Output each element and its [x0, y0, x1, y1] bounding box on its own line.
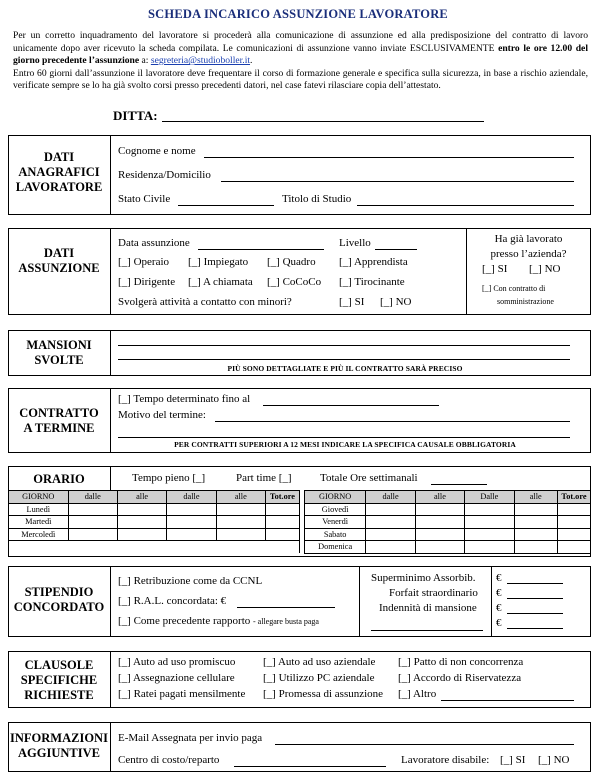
disabile-label: Lavoratore disabile:	[401, 754, 490, 766]
time-cell[interactable]	[366, 528, 415, 541]
header-cell: dalle	[68, 491, 117, 504]
table-row	[9, 516, 591, 529]
euro-sign: €	[496, 617, 502, 629]
orario-table	[8, 490, 591, 554]
time-cell[interactable]	[415, 503, 464, 516]
empty-cell	[216, 541, 265, 554]
gia-lavorato-label-2: presso l’azienda?	[490, 248, 567, 260]
header-cell: alle	[514, 491, 557, 504]
section-label-anagrafici	[8, 150, 110, 195]
allegare-note: - allegare busta paga	[253, 617, 319, 626]
time-cell[interactable]	[465, 528, 514, 541]
label-line: ASSUNZIONE	[18, 261, 100, 275]
label-line: LAVORATORE	[15, 180, 103, 194]
day-cell: Martedì	[9, 516, 69, 529]
altro-voce-field[interactable]	[371, 630, 483, 631]
tempo-determinato-field[interactable]	[263, 405, 439, 406]
email-link[interactable]: segreteria@studioboller.it	[150, 55, 251, 67]
checkbox-non-concorrenza[interactable]: [_] Patto di non concorrenza	[398, 656, 524, 668]
checkbox-auto-promiscuo[interactable]: [_] Auto ad uso promiscuo	[118, 656, 236, 668]
residenza-field[interactable]	[221, 181, 574, 182]
stato-civile-label: Stato Civile	[118, 193, 171, 205]
intro-p1-bold: entro le ore 12.00 del giorno precedente l’assunzione	[13, 42, 588, 67]
day-cell: Domenica	[304, 541, 366, 554]
checkbox-dirigente[interactable]: [_] Dirigente	[118, 276, 176, 288]
time-cell[interactable]	[514, 541, 557, 554]
day-cell: Sabato	[304, 528, 366, 541]
divider	[110, 722, 111, 772]
label-line: RICHIESTE	[24, 688, 94, 702]
checkbox-tempo-pieno[interactable]: Tempo pieno [_]	[132, 472, 206, 484]
ditta-field[interactable]	[162, 121, 484, 122]
checkbox-cococo[interactable]: [_] CoCoCo	[267, 276, 322, 288]
superminimo-field[interactable]	[507, 583, 563, 584]
euro-sign: €	[496, 602, 502, 614]
header-cell: alle	[117, 491, 166, 504]
section-label-contratto	[8, 406, 110, 436]
contatto-minori-label: Svolgerà attività a contatto con minori?	[118, 296, 292, 308]
livello-label: Livello	[339, 237, 371, 249]
section-label-assunzione	[8, 246, 110, 276]
residenza-label: Residenza/Domicilio	[118, 169, 211, 181]
time-cell[interactable]	[514, 516, 557, 529]
time-cell[interactable]	[216, 528, 265, 541]
indennita-field[interactable]	[507, 613, 563, 614]
intro-text	[13, 30, 588, 93]
time-cell[interactable]	[216, 516, 265, 529]
divider	[110, 466, 111, 490]
divider	[110, 566, 111, 637]
time-cell[interactable]	[415, 541, 464, 554]
label-line: DATI	[43, 246, 75, 260]
header-cell: GIORNO	[304, 491, 366, 504]
euro-sign: €	[496, 587, 502, 599]
mansioni-field-1[interactable]	[118, 345, 570, 346]
label-line: DATI	[43, 150, 75, 164]
label-line: SVOLTE	[34, 353, 84, 367]
total-cell[interactable]	[265, 503, 299, 516]
titolo-studio-field[interactable]	[357, 205, 574, 206]
ral-field[interactable]	[237, 607, 335, 608]
time-cell[interactable]	[465, 503, 514, 516]
time-cell[interactable]	[415, 528, 464, 541]
checkbox-ratei[interactable]: [_] Ratei pagati mensilmente	[118, 688, 246, 700]
checkbox-tempo-determinato[interactable]: [_] Tempo determinato fino al	[118, 393, 251, 405]
label-line: AGGIUNTIVE	[18, 746, 100, 760]
checkbox-precedente[interactable]	[118, 615, 319, 627]
time-cell[interactable]	[514, 503, 557, 516]
euro-sign: €	[496, 572, 502, 584]
header-cell: GIORNO	[9, 491, 69, 504]
contratto-note: PER CONTRATTI SUPERIORI A 12 MESI INDICARE LA SPECIFICA CAUSALE OBBLIGATORIA	[174, 440, 516, 449]
checkbox-minori-no[interactable]: [_] NO	[380, 296, 412, 308]
motivo-label: Motivo del termine:	[118, 409, 206, 421]
motivo-field-2[interactable]	[118, 437, 570, 438]
table-row	[9, 503, 591, 516]
checkbox-pc-aziendale[interactable]: [_] Utilizzo PC aziendale	[263, 672, 375, 684]
intro-paragraph-1	[13, 30, 588, 68]
day-cell: Giovedì	[304, 503, 366, 516]
checkbox-apprendista[interactable]: [_] Apprendista	[339, 256, 408, 268]
mansioni-field-2[interactable]	[118, 359, 570, 360]
cognome-field[interactable]	[204, 157, 574, 158]
centro-costo-label: Centro di costo/reparto	[118, 754, 220, 766]
checkbox-ral[interactable]: [_] R.A.L. concordata: €	[118, 595, 227, 607]
checkbox-ccnl[interactable]: [_] Retribuzione come da CCNL	[118, 575, 263, 587]
cognome-label: Cognome e nome	[118, 145, 196, 157]
section-label-informazioni	[8, 731, 110, 761]
time-cell[interactable]	[167, 516, 216, 529]
label-line: ANAGRAFICI	[18, 165, 100, 179]
forfait-field[interactable]	[507, 598, 563, 599]
section-label-clausole	[8, 658, 110, 703]
day-cell	[9, 541, 69, 554]
label-line: STIPENDIO	[24, 585, 94, 599]
header-cell: Tot.ore	[265, 491, 299, 504]
table-row	[9, 528, 591, 541]
indennita-label: Indennità di mansione	[379, 602, 477, 614]
gia-lavorato-label-1: Ha già lavorato	[494, 233, 563, 245]
header-cell: Tot.ore	[557, 491, 590, 504]
label-line: A TERMINE	[23, 421, 95, 435]
time-cell[interactable]	[117, 528, 166, 541]
empty-cell	[68, 541, 117, 554]
label-line: MANSIONI	[26, 338, 92, 352]
checkbox-somministrazione[interactable]: [_] Con contratto di	[482, 284, 546, 293]
time-cell[interactable]	[216, 503, 265, 516]
header-cell: dalle	[167, 491, 216, 504]
time-cell[interactable]	[117, 503, 166, 516]
label-line: CLAUSOLE	[24, 658, 94, 672]
checkbox-operaio[interactable]: [_] Operaio	[118, 256, 170, 268]
intro-p1-a: Per un corretto inquadramento del lavoratore si procederà alla comunicazione di assunzione ed alla predisposizione del contratto di lavoro unicamente dopo aver ricevuto la scheda compilata. Le comunicazioni di assunzione vanno inviate ESCLUSIVAMENTE	[13, 30, 588, 54]
divider	[491, 566, 492, 637]
checkbox-altro[interactable]: [_] Altro	[398, 688, 437, 700]
totale-ore-field[interactable]	[431, 484, 487, 485]
checkbox-promessa[interactable]: [_] Promessa di assunzione	[263, 688, 384, 700]
somministrazione-label: somministrazione	[497, 297, 554, 306]
checkbox-chiamata[interactable]: [_] A chiamata	[188, 276, 253, 288]
intro-p1-c: .	[250, 55, 253, 67]
time-cell[interactable]	[68, 503, 117, 516]
time-cell[interactable]	[465, 516, 514, 529]
total-cell[interactable]	[265, 516, 299, 529]
mansioni-note: PIÙ SONO DETTAGLIATE E PIÙ IL CONTRATTO SARÀ PRECISO	[227, 364, 463, 373]
time-cell[interactable]	[514, 528, 557, 541]
time-cell[interactable]	[366, 541, 415, 554]
label-line: CONCORDATO	[13, 600, 105, 614]
stato-civile-field[interactable]	[178, 205, 274, 206]
checkbox-tirocinante[interactable]: [_] Tirocinante	[339, 276, 405, 288]
section-label-orario: ORARIO	[33, 472, 85, 486]
altro-importo-field[interactable]	[507, 628, 563, 629]
checkbox-auto-aziendale[interactable]: [_] Auto ad uso aziendale	[263, 656, 376, 668]
checkbox-disabile-si[interactable]: [_] SI	[500, 754, 526, 766]
header-cell: alle	[415, 491, 464, 504]
checkbox-lavorato-no[interactable]: [_] NO	[529, 263, 561, 275]
motivo-field-1[interactable]	[215, 421, 570, 422]
divider	[110, 651, 111, 708]
precedente-label: [_] Come precedente rapporto	[118, 615, 251, 627]
total-cell[interactable]	[265, 528, 299, 541]
orario-header-row	[9, 491, 591, 504]
checkbox-minori-si[interactable]: [_] SI	[339, 296, 365, 308]
titolo-studio-label: Titolo di Studio	[282, 193, 352, 205]
checkbox-cellulare[interactable]: [_] Assegnazione cellulare	[118, 672, 235, 684]
total-cell[interactable]	[557, 503, 590, 516]
time-cell[interactable]	[68, 528, 117, 541]
checkbox-riservatezza[interactable]: [_] Accordo di Riservatezza	[398, 672, 522, 684]
empty-cell	[265, 541, 299, 554]
label-line: CONTRATTO	[19, 406, 99, 420]
time-cell[interactable]	[117, 516, 166, 529]
email-paga-label: E-Mail Assegnata per invio paga	[118, 732, 263, 744]
ditta-label: DITTA:	[113, 108, 158, 123]
checkbox-impiegato[interactable]: [_] Impiegato	[188, 256, 249, 268]
header-cell: alle	[216, 491, 265, 504]
data-assunzione-label: Data assunzione	[118, 237, 190, 249]
day-cell: Venerdì	[304, 516, 366, 529]
centro-costo-field[interactable]	[234, 766, 386, 767]
time-cell[interactable]	[366, 503, 415, 516]
time-cell[interactable]	[465, 541, 514, 554]
intro-paragraph-2: Entro 60 giorni dall’assunzione il lavoratore deve frequentare il corso di formazione generale e specifica sulla sicurezza, in base a rischio aziendale, verificate sempre se lo ha già svolto corsi presso precedenti datori, nel case fatevi rilasciare copia dell’attestato.	[13, 67, 588, 92]
livello-field[interactable]	[375, 249, 417, 250]
forfait-label: Forfait straordinario	[389, 587, 478, 599]
checkbox-lavorato-si[interactable]: [_] SI	[482, 263, 508, 275]
section-label-stipendio	[8, 585, 110, 615]
day-cell: Lunedì	[9, 503, 69, 516]
time-cell[interactable]	[167, 503, 216, 516]
superminimo-label: Superminimo Assorbib.	[371, 572, 476, 584]
altro-field[interactable]	[441, 700, 574, 701]
label-line: INFORMAZIONI	[10, 731, 108, 745]
divider	[110, 135, 111, 215]
data-assunzione-field[interactable]	[198, 249, 324, 250]
email-paga-field[interactable]	[275, 744, 574, 745]
checkbox-disabile-no[interactable]: [_] NO	[538, 754, 570, 766]
table-row	[9, 541, 591, 554]
section-label-mansioni	[8, 338, 110, 368]
total-cell[interactable]	[557, 516, 590, 529]
time-cell[interactable]	[415, 516, 464, 529]
totale-ore-label: Totale Ore settimanali	[320, 472, 418, 484]
checkbox-part-time[interactable]: Part time [_]	[236, 472, 292, 484]
time-cell[interactable]	[167, 528, 216, 541]
label-line: SPECIFICHE	[20, 673, 98, 687]
empty-cell	[117, 541, 166, 554]
divider	[110, 228, 111, 315]
header-cell: Dalle	[465, 491, 514, 504]
day-cell: Mercoledì	[9, 528, 69, 541]
divider	[359, 566, 360, 637]
total-cell[interactable]	[557, 528, 590, 541]
empty-cell	[167, 541, 216, 554]
form-title: SCHEDA INCARICO ASSUNZIONE LAVORATORE	[148, 7, 448, 21]
time-cell[interactable]	[366, 516, 415, 529]
time-cell[interactable]	[68, 516, 117, 529]
checkbox-quadro[interactable]: [_] Quadro	[267, 256, 316, 268]
total-cell[interactable]	[557, 541, 590, 554]
intro-p1-b: a:	[139, 55, 151, 67]
header-cell: dalle	[366, 491, 415, 504]
